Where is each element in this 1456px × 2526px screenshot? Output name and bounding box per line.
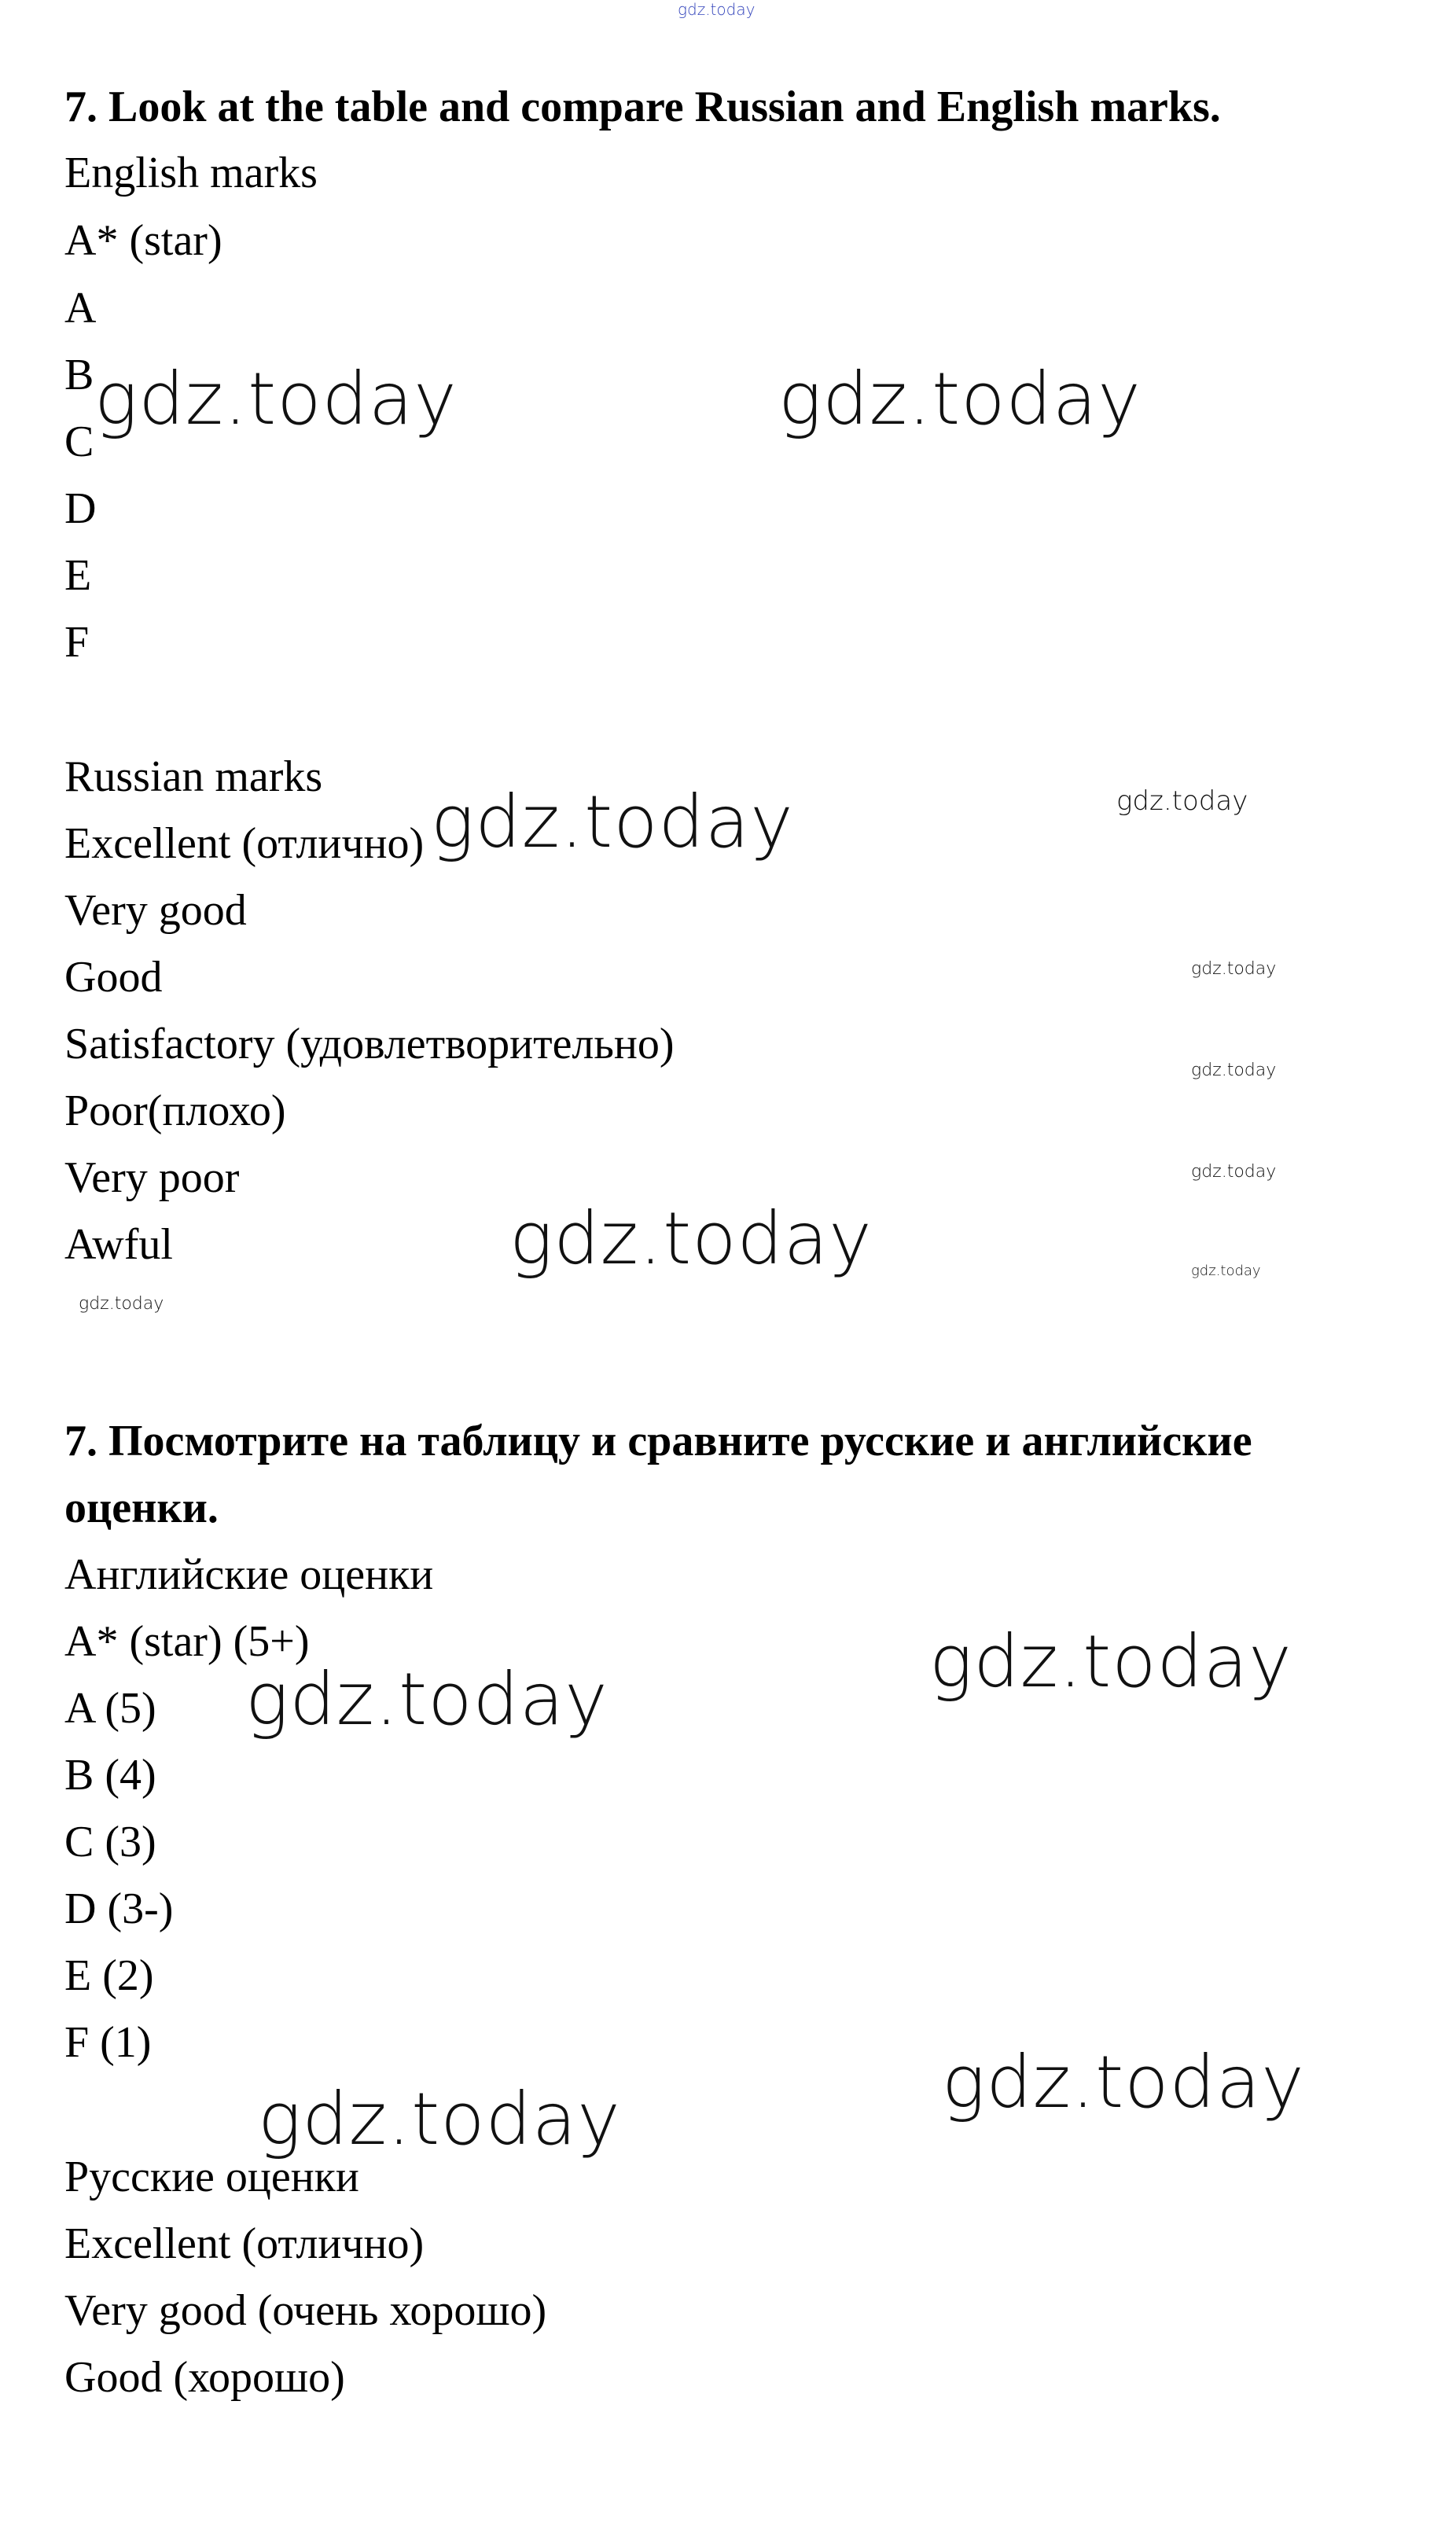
russian-mark-item-ru: Good (хорошо) xyxy=(64,2353,345,2402)
watermark-text: gdz.today xyxy=(431,780,794,864)
russian-marks-title: Russian marks xyxy=(64,752,323,801)
watermark-text: gdz.today xyxy=(1191,1162,1277,1182)
section-heading-ru: 7. Посмотрите на таблицу и сравните русские и английские xyxy=(64,1417,1252,1465)
watermark-text: gdz.today xyxy=(1116,785,1248,817)
watermark-text: gdz.today xyxy=(94,357,458,441)
english-mark-item: F xyxy=(64,618,90,667)
russian-marks-title-ru: Русские оценки xyxy=(64,2153,359,2201)
watermark-text: gdz.today xyxy=(258,2077,621,2161)
watermark-text: gdz.today xyxy=(929,1620,1292,1704)
russian-mark-item: Awful xyxy=(64,1220,173,1269)
english-mark-item-ru: D (3-) xyxy=(64,1884,174,1933)
section-heading-ru-cont: оценки. xyxy=(64,1484,219,1532)
english-mark-item-ru: C (3) xyxy=(64,1818,156,1866)
english-mark-item: A xyxy=(64,284,97,333)
watermark-text: gdz.today xyxy=(245,1657,609,1741)
watermark-text: gdz.today xyxy=(778,357,1142,441)
russian-mark-item-ru: Excellent (отлично) xyxy=(64,2219,425,2268)
watermark-text: gdz.today xyxy=(79,1294,164,1314)
section-heading: 7. Look at the table and compare Russian and English marks. xyxy=(64,83,1221,131)
russian-mark-item: Poor(плохо) xyxy=(64,1087,286,1135)
watermark-text: gdz.today xyxy=(1191,1061,1277,1080)
english-mark-item-ru: A* (star) (5+) xyxy=(64,1617,310,1666)
english-mark-item: B xyxy=(64,351,94,399)
english-mark-item: E xyxy=(64,551,92,600)
watermark-text: gdz.today xyxy=(1191,959,1277,979)
watermark-text: gdz.today xyxy=(1191,1263,1261,1279)
russian-mark-item: Very good xyxy=(64,886,247,935)
english-mark-item-ru: B (4) xyxy=(64,1751,156,1800)
watermark-text: gdz.today xyxy=(678,0,756,19)
russian-mark-item: Good xyxy=(64,953,163,1002)
english-mark-item: A* (star) xyxy=(64,216,222,265)
russian-mark-item: Excellent (отлично) xyxy=(64,819,425,868)
english-mark-item-ru: E (2) xyxy=(64,1951,154,2000)
russian-mark-item: Satisfactory (удовлетворительно) xyxy=(64,1020,675,1068)
english-mark-item-ru: A (5) xyxy=(64,1684,156,1733)
russian-mark-item-ru: Very good (очень хорошо) xyxy=(64,2286,547,2335)
russian-mark-item: Very poor xyxy=(64,1153,240,1202)
watermark-text: gdz.today xyxy=(509,1197,873,1281)
english-marks-title-ru: Английские оценки xyxy=(64,1550,434,1599)
english-mark-item-ru: F (1) xyxy=(64,2018,152,2067)
english-mark-item: D xyxy=(64,484,97,533)
english-marks-title: English marks xyxy=(64,149,318,197)
watermark-text: gdz.today xyxy=(942,2040,1305,2124)
english-mark-item: C xyxy=(64,417,94,466)
